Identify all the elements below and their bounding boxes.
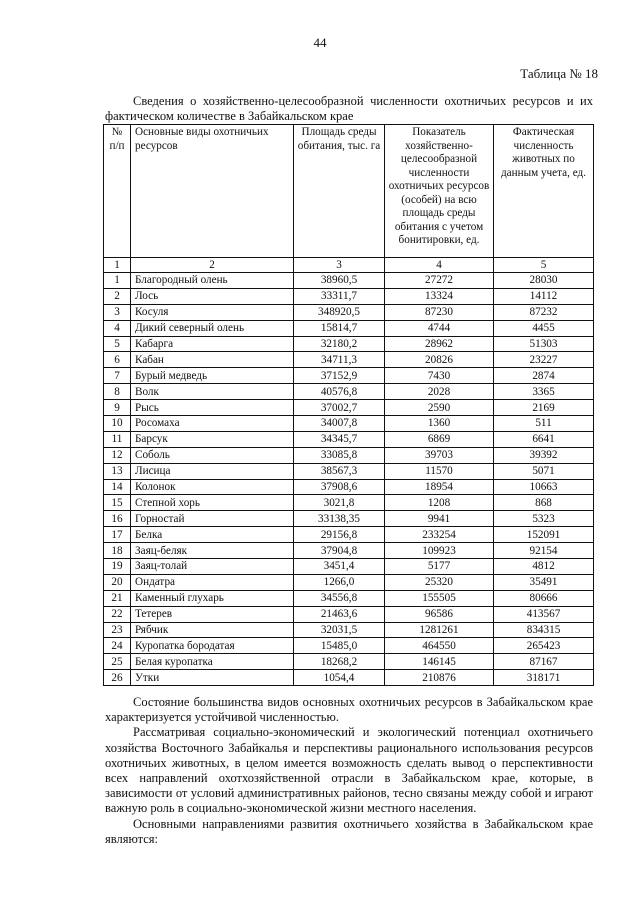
table-row [104,368,594,384]
row-number: 23 [104,622,131,638]
actual-population-value: 39392 [494,447,594,463]
target-population-value: 5177 [385,559,494,575]
species-name: Белка [131,527,294,543]
actual-population-value: 14112 [494,288,594,304]
species-name: Лось [131,288,294,304]
table-row [104,463,594,479]
actual-population-value: 80666 [494,590,594,606]
row-number: 2 [104,288,131,304]
header-target-population: Показатель хозяйственно-целесообразной численности охотничьих ресурсов (особей) на всю площадь среды обитания с учетом бонитировки, ед. [385,125,494,258]
species-name: Кабарга [131,336,294,352]
table-row [104,288,594,304]
actual-population-value: 87232 [494,304,594,320]
species-name: Рябчик [131,622,294,638]
habitat-area-value: 37002,7 [294,400,385,416]
habitat-area-value: 3451,4 [294,559,385,575]
table-row [104,511,594,527]
target-population-value: 1360 [385,416,494,432]
habitat-area-value: 38960,5 [294,273,385,289]
target-population-value: 20826 [385,352,494,368]
species-name: Кабан [131,352,294,368]
table-row [104,479,594,495]
row-number: 7 [104,368,131,384]
target-population-value: 27272 [385,273,494,289]
row-number: 13 [104,463,131,479]
species-name: Каменный глухарь [131,590,294,606]
actual-population-value: 2874 [494,368,594,384]
table-row [104,273,594,289]
target-population-value: 4744 [385,320,494,336]
table-body [104,273,594,686]
header-habitat-area: Площадь среды обитания, тыс. га [294,125,385,258]
target-population-value: 464550 [385,638,494,654]
target-population-value: 18954 [385,479,494,495]
column-number: 3 [294,258,385,273]
row-number: 18 [104,543,131,559]
species-name: Колонок [131,479,294,495]
header-species: Основные виды охотничьих ресурсов [131,125,294,258]
target-population-value: 7430 [385,368,494,384]
species-name: Росомаха [131,416,294,432]
habitat-area-value: 32180,2 [294,336,385,352]
table-row [104,606,594,622]
target-population-value: 39703 [385,447,494,463]
table-row [104,320,594,336]
target-population-value: 9941 [385,511,494,527]
actual-population-value: 5071 [494,463,594,479]
habitat-area-value: 37908,6 [294,479,385,495]
actual-population-value: 4455 [494,320,594,336]
habitat-area-value: 3021,8 [294,495,385,511]
target-population-value: 13324 [385,288,494,304]
table-row [104,384,594,400]
actual-population-value: 834315 [494,622,594,638]
actual-population-value: 6641 [494,431,594,447]
species-name: Благородный олень [131,273,294,289]
species-name: Белая куропатка [131,654,294,670]
target-population-value: 28962 [385,336,494,352]
actual-population-value: 152091 [494,527,594,543]
habitat-area-value: 32031,5 [294,622,385,638]
actual-population-value: 87167 [494,654,594,670]
target-population-value: 1208 [385,495,494,511]
row-number: 25 [104,654,131,670]
table-row [104,590,594,606]
row-number: 3 [104,304,131,320]
table-row [104,559,594,575]
actual-population-value: 868 [494,495,594,511]
habitat-area-value: 348920,5 [294,304,385,320]
row-number: 12 [104,447,131,463]
paragraph: Состояние большинства видов основных охотничьих ресурсов в Забайкальском крае характеризуется устойчивой численностью. [105,695,593,725]
species-name: Рысь [131,400,294,416]
habitat-area-value: 37904,8 [294,543,385,559]
habitat-area-value: 40576,8 [294,384,385,400]
body-text [105,695,593,847]
target-population-value: 155505 [385,590,494,606]
row-number: 9 [104,400,131,416]
habitat-area-value: 38567,3 [294,463,385,479]
habitat-area-value: 15485,0 [294,638,385,654]
column-number: 2 [131,258,294,273]
target-population-value: 109923 [385,543,494,559]
actual-population-value: 28030 [494,273,594,289]
habitat-area-value: 29156,8 [294,527,385,543]
target-population-value: 11570 [385,463,494,479]
target-population-value: 25320 [385,574,494,590]
species-name: Соболь [131,447,294,463]
habitat-area-value: 34556,8 [294,590,385,606]
header-actual-population: Фактическая численность животных по данным учета, ед. [494,125,594,258]
species-name: Ондатра [131,574,294,590]
table-row [104,304,594,320]
species-name: Горностай [131,511,294,527]
actual-population-value: 92154 [494,543,594,559]
table-row [104,654,594,670]
species-name: Барсук [131,431,294,447]
actual-population-value: 318171 [494,670,594,686]
row-number: 19 [104,559,131,575]
actual-population-value: 23227 [494,352,594,368]
row-number: 20 [104,574,131,590]
habitat-area-value: 18268,2 [294,654,385,670]
actual-population-value: 413567 [494,606,594,622]
row-number: 6 [104,352,131,368]
row-number: 5 [104,336,131,352]
habitat-area-value: 34711,3 [294,352,385,368]
table-row [104,670,594,686]
actual-population-value: 51303 [494,336,594,352]
actual-population-value: 10663 [494,479,594,495]
paragraph: Рассматривая социально-экономический и экологический потенциал охотничьего хозяйства Восточного Забайкалья и перспективы рационального использования ресурсов охотничьих животных, в целом имеется возможность сделать вывод о перспективности всех направлений охотхозяйственной отрасли в Забайкальском крае, которые, в зависимости от условий административных районов, тесно связаны между собой и играют важную роль в социально-экономической жизни местного населения. [105,725,593,816]
habitat-area-value: 37152,9 [294,368,385,384]
column-number: 4 [385,258,494,273]
row-number: 14 [104,479,131,495]
header-number: № п/п [104,125,131,258]
habitat-area-value: 33311,7 [294,288,385,304]
table-row [104,638,594,654]
species-name: Дикий северный олень [131,320,294,336]
species-name: Заяц-толай [131,559,294,575]
habitat-area-value: 34345,7 [294,431,385,447]
table-label: Таблица № 18 [520,66,598,81]
actual-population-value: 265423 [494,638,594,654]
column-number-row [104,258,594,273]
target-population-value: 210876 [385,670,494,686]
target-population-value: 6869 [385,431,494,447]
row-number: 4 [104,320,131,336]
species-name: Куропатка бородатая [131,638,294,654]
habitat-area-value: 1266,0 [294,574,385,590]
column-number: 1 [104,258,131,273]
actual-population-value: 5323 [494,511,594,527]
target-population-value: 2028 [385,384,494,400]
habitat-area-value: 33138,35 [294,511,385,527]
target-population-value: 2590 [385,400,494,416]
species-name: Бурый медведь [131,368,294,384]
table-caption: Сведения о хозяйственно-целесообразной численности охотничьих ресурсов и их фактическом количестве в Забайкальском крае [105,94,593,123]
actual-population-value: 3365 [494,384,594,400]
row-number: 24 [104,638,131,654]
table-row [104,431,594,447]
table-row [104,574,594,590]
target-population-value: 87230 [385,304,494,320]
table-row [104,352,594,368]
habitat-area-value: 34007,8 [294,416,385,432]
actual-population-value: 35491 [494,574,594,590]
row-number: 1 [104,273,131,289]
row-number: 10 [104,416,131,432]
actual-population-value: 4812 [494,559,594,575]
target-population-value: 96586 [385,606,494,622]
habitat-area-value: 33085,8 [294,447,385,463]
habitat-area-value: 1054,4 [294,670,385,686]
row-number: 8 [104,384,131,400]
paragraph: Основными направлениями развития охотничьего хозяйства в Забайкальском крае являются: [105,816,593,846]
table-row [104,336,594,352]
actual-population-value: 2169 [494,400,594,416]
hunting-resources-table [103,124,594,686]
row-number: 16 [104,511,131,527]
row-number: 17 [104,527,131,543]
table-row [104,543,594,559]
species-name: Степной хорь [131,495,294,511]
habitat-area-value: 15814,7 [294,320,385,336]
species-name: Лисица [131,463,294,479]
actual-population-value: 511 [494,416,594,432]
species-name: Волк [131,384,294,400]
column-number: 5 [494,258,594,273]
table-row [104,447,594,463]
species-name: Тетерев [131,606,294,622]
table-header-row [104,125,594,258]
page-number: 44 [313,35,327,50]
target-population-value: 233254 [385,527,494,543]
table-row [104,400,594,416]
row-number: 11 [104,431,131,447]
target-population-value: 1281261 [385,622,494,638]
table-row [104,622,594,638]
species-name: Косуля [131,304,294,320]
row-number: 15 [104,495,131,511]
row-number: 26 [104,670,131,686]
row-number: 21 [104,590,131,606]
table-row [104,495,594,511]
table-row [104,416,594,432]
target-population-value: 146145 [385,654,494,670]
habitat-area-value: 21463,6 [294,606,385,622]
table-row [104,527,594,543]
species-name: Заяц-беляк [131,543,294,559]
species-name: Утки [131,670,294,686]
row-number: 22 [104,606,131,622]
